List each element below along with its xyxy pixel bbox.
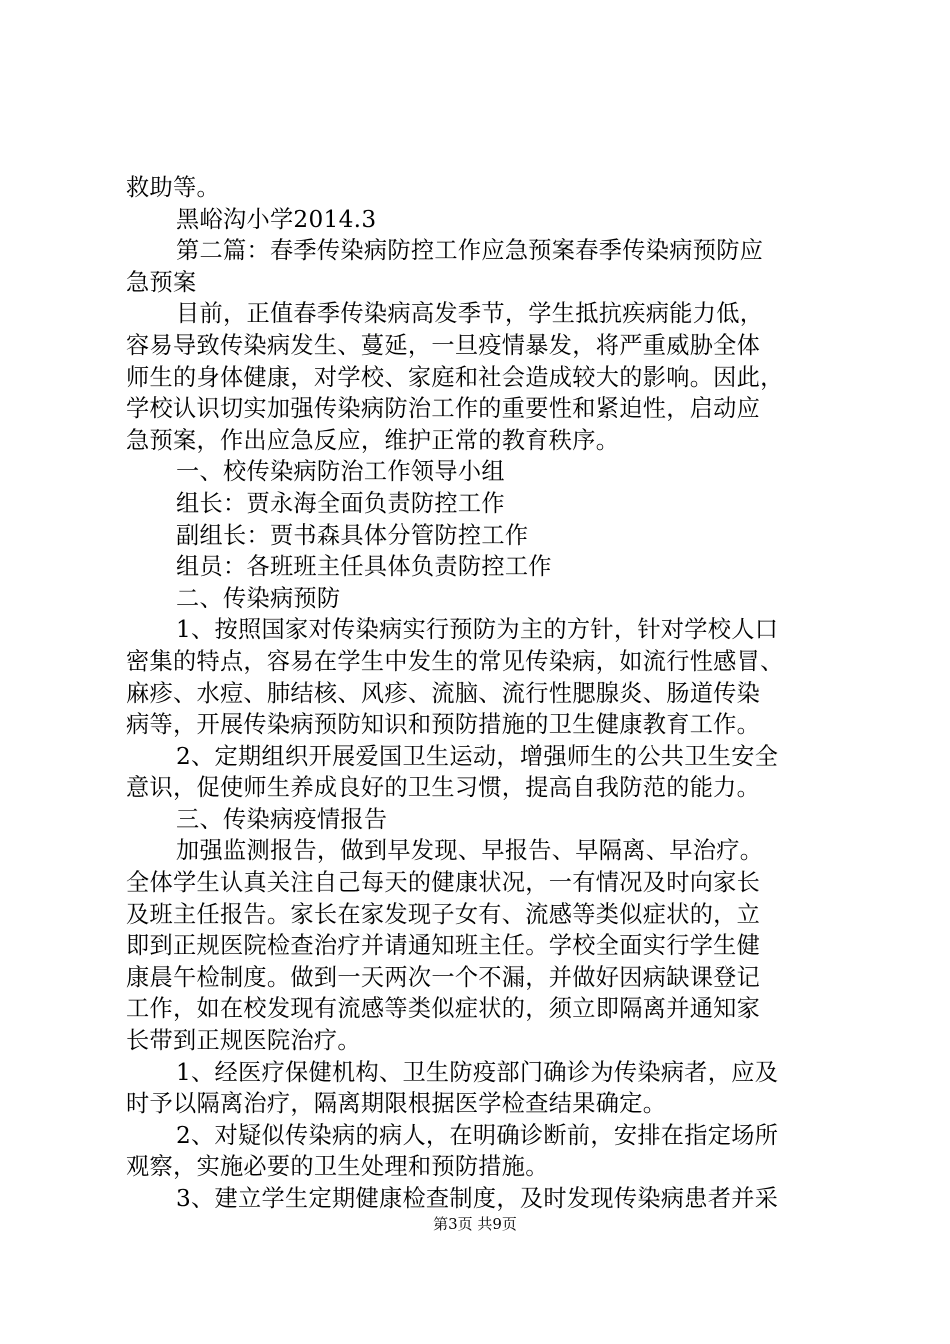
text-line: 急预案，作出应急反应，维护正常的教育秩序。 <box>126 426 620 454</box>
text-line: 三、传染病疫情报告 <box>176 805 388 833</box>
text-line: 1、按照国家对传染病实行预防为主的方针，针对学校人口 <box>176 616 779 644</box>
text-line: 目前，正值春季传染病高发季节，学生抵抗疾病能力低， <box>176 300 764 328</box>
text-line: 组员：各班班主任具体负责防控工作 <box>176 553 552 581</box>
text-line: 3、建立学生定期健康检查制度，及时发现传染病患者并采 <box>176 1185 779 1212</box>
text-line: 1、经医疗保健机构、卫生防疫部门确诊为传染病者，应及 <box>176 1058 779 1086</box>
document-body <box>126 172 830 1215</box>
page-footer: 第3页 共9页 <box>433 1215 517 1233</box>
text-line: 密集的特点，容易在学生中发生的常见传染病，如流行性感冒、 <box>126 647 784 675</box>
text-line: 容易导致传染病发生、蔓延，一旦疫情暴发，将严重威胁全体 <box>126 331 761 359</box>
text-line: 副组长：贾书森具体分管防控工作 <box>176 521 529 549</box>
text-line: 2、定期组织开展爱国卫生运动，增强师生的公共卫生安全 <box>176 742 779 770</box>
text-line: 康晨午检制度。做到一天两次一个不漏，并做好因病缺课登记 <box>126 963 761 991</box>
text-line: 全体学生认真关注自己每天的健康状况，一有情况及时向家长 <box>126 869 761 897</box>
text-line: 师生的身体健康，对学校、家庭和社会造成较大的影响。因此， <box>126 363 784 391</box>
text-line: 救助等。 <box>126 174 220 201</box>
text-line: 麻疹、水痘、肺结核、风疹、流脑、流行性腮腺炎、肠道传染 <box>126 679 761 707</box>
text-line: 工作，如在校发现有流感等类似症状的，须立即隔离并通知家 <box>126 995 761 1023</box>
text-line: 加强监测报告，做到早发现、早报告、早隔离、早治疗。 <box>176 837 764 865</box>
text-line: 意识，促使师生养成良好的卫生习惯，提高自我防范的能力。 <box>126 774 761 802</box>
text-line: 黑峪沟小学2014.3 <box>176 205 377 233</box>
text-line: 病等，开展传染病预防知识和预防措施的卫生健康教育工作。 <box>126 711 761 739</box>
text-line: 急预案 <box>126 268 197 296</box>
text-line: 二、传染病预防 <box>176 584 341 612</box>
text-line: 一、校传染病防治工作领导小组 <box>176 458 505 486</box>
text-line: 学校认识切实加强传染病防治工作的重要性和紧迫性，启动应 <box>126 395 761 423</box>
text-line: 及班主任报告。家长在家发现子女有、流感等类似症状的，立 <box>126 900 761 928</box>
text-line: 长带到正规医院治疗。 <box>126 1027 361 1055</box>
text-line: 观察，实施必要的卫生处理和预防措施。 <box>126 1153 549 1181</box>
text-line: 2、对疑似传染病的病人，在明确诊断前，安排在指定场所 <box>176 1121 779 1149</box>
text-line: 即到正规医院检查治疗并请通知班主任。学校全面实行学生健 <box>126 932 761 960</box>
text-line: 时予以隔离治疗，隔离期限根据医学检查结果确定。 <box>126 1090 667 1118</box>
text-line: 第二篇：春季传染病防控工作应急预案春季传染病预防应 <box>176 237 764 265</box>
text-line: 组长：贾永海全面负责防控工作 <box>176 489 505 517</box>
